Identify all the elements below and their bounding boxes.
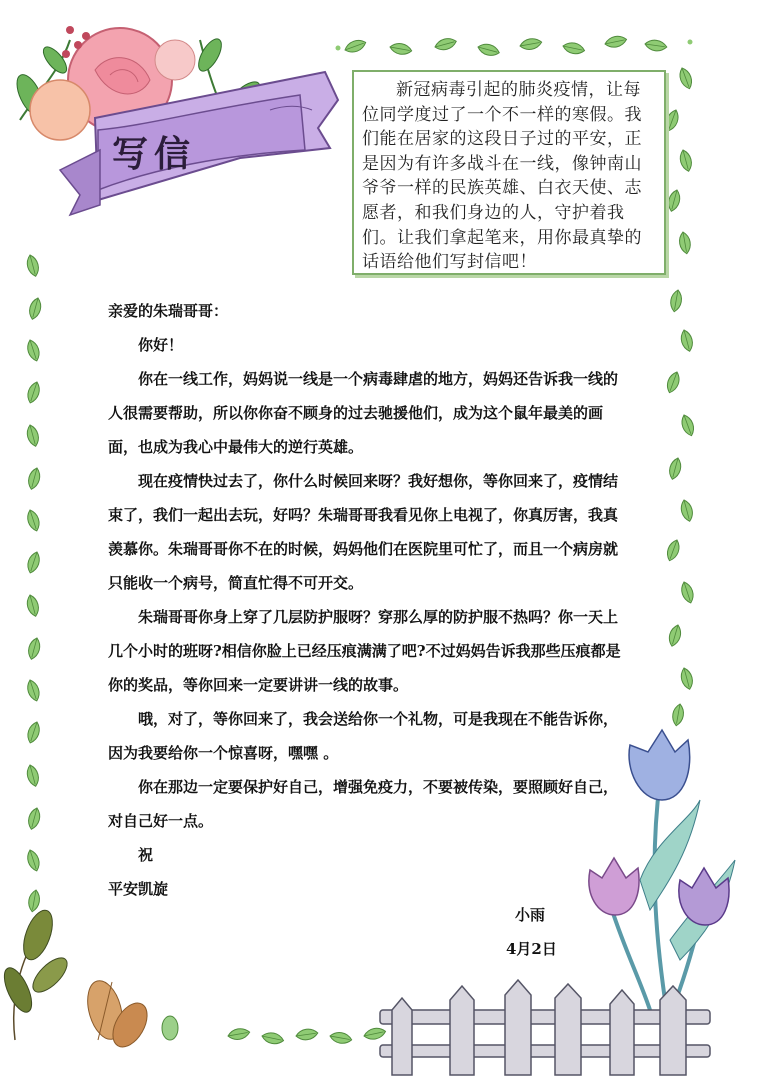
letter-greeting: 你好！	[138, 336, 184, 354]
page-title: 写信	[112, 134, 197, 175]
bottom-leaf-row	[227, 1026, 387, 1045]
letter-date: 4月2日	[506, 940, 557, 958]
letter-paragraph: 你在一线工作，妈妈说一线是一个病毒肆虐的地方，妈妈还告诉我一线的人很需要帮助，所以你你奋不顾身的过去驰援他们，成为这个鼠年最美的画面，也成为我心中最伟大的逆行英雄。	[108, 370, 619, 456]
letter-body	[108, 294, 628, 906]
intro-box	[352, 70, 666, 275]
top-leaf-row	[336, 34, 693, 57]
letter-paragraph: 现在疫情快过去了，你什么时候回来呀？我好想你，等你回来了，疫情结束了，我们一起出去玩，好吗？朱瑞哥哥我看见你上电视了，你真厉害，我真羡慕你。朱瑞哥哥你不在的时候，妈妈他们在医院里可忙了，而且一个病房就只能收一个病号，简直忙得不可开交。	[108, 472, 619, 592]
letter-paragraph: 朱瑞哥哥你身上穿了几层防护服呀？穿那么厚的防护服不热吗？你一天上几个小时的班呀?相信你脸上已经压痕满满了吧?不过妈妈告诉我那些压痕都是你的奖品，等你回来一定要讲讲一线的故事。	[108, 608, 621, 694]
letter-paragraph: 哦，对了，等你回来了，我会送给你一个礼物，可是我现在不能告诉你，因为我要给你一个惊喜呀，嘿嘿 。	[108, 710, 619, 762]
letter-salutation: 亲爱的朱瑞哥哥：	[108, 302, 229, 320]
letter-closing-phrase: 平安凯旋	[108, 880, 169, 898]
letter-signature: 小雨	[515, 906, 546, 924]
intro-text: 新冠病毒引起的肺炎疫情，让每位同学度过了一个不一样的寒假。我们能在居家的这段日子过的平安，正是因为有许多战斗在一线，像钟南山爷爷一样的民族英雄、白衣天使、志愿者，和我们身边的人，守护着我们。让我们拿起笔来，用你最真挚的话语给他们写封信吧！	[362, 80, 642, 273]
picket-fence	[380, 980, 710, 1075]
right-leaf-column	[664, 66, 697, 726]
left-leaf-column	[25, 254, 43, 913]
flower-bouquet	[12, 26, 338, 215]
bottom-left-leaves	[0, 906, 178, 1052]
letter-paragraph: 你在那边一定要保护好自己，增强免疫力，不要被传染，要照顾好自己，对自己好一点。	[108, 778, 619, 830]
letter-closing-wish: 祝	[138, 846, 154, 864]
